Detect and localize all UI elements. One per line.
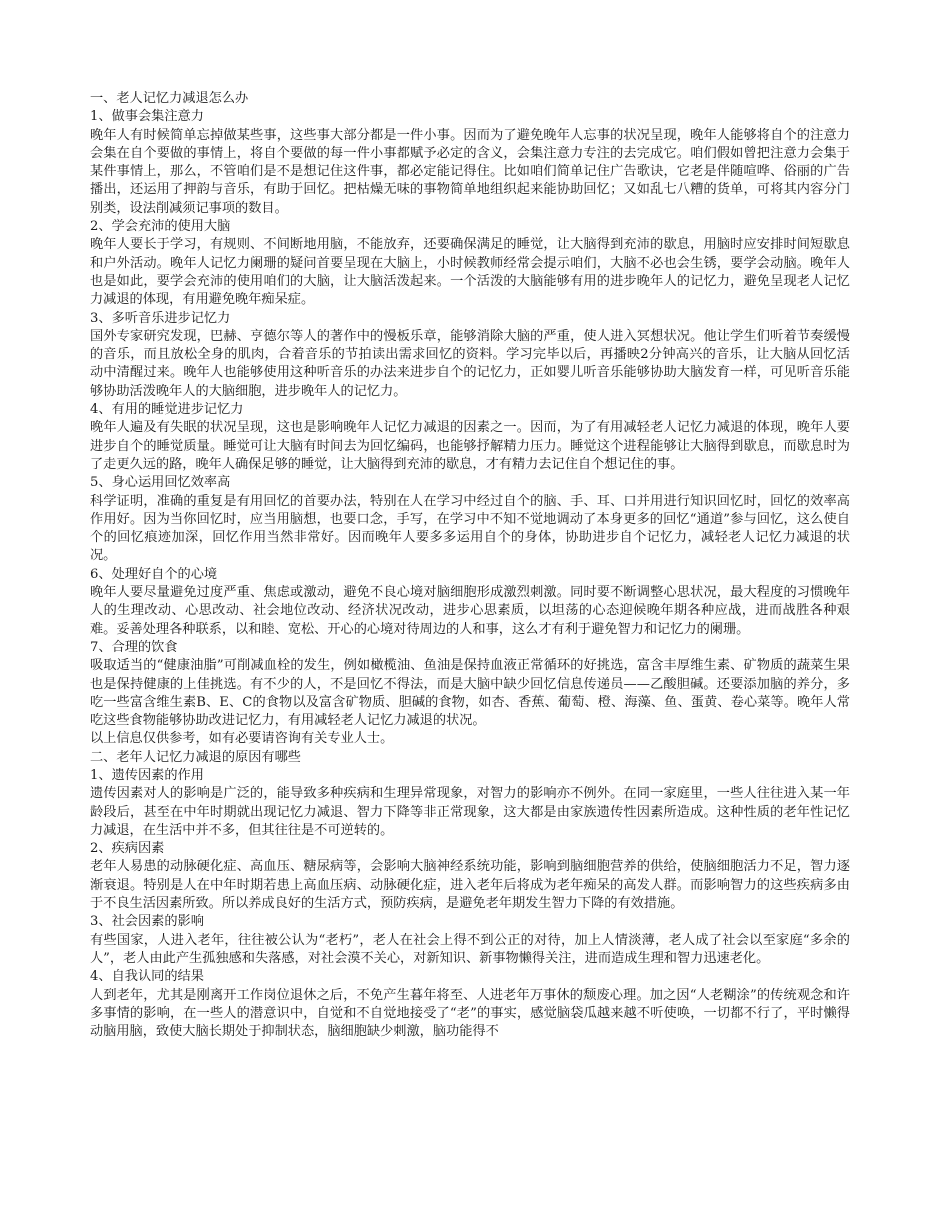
item-heading: 4、有用的睡觉进步记忆力	[90, 402, 244, 418]
item-heading: 4、自我认同的结果	[90, 969, 204, 985]
section1-title: 一、老人记忆力减退怎么办	[90, 91, 249, 106]
item-paragraph: 人到老年，尤其是刚离开工作岗位退休之后，不免产生暮年将至、人进老年万事休的颓废心理。加之因“人老糊涂”的传统观念和许多事情的影响，在一些人的潜意识中，自觉和不自觉地接受了“老”的事实，感觉脑袋瓜越来越不听使唤，一切都不行了，平时懒得动脑用脑，致使大脑长期处于抑制状态，脑细胞缺少刺激，脑功能得不	[90, 987, 850, 1040]
item-paragraph: 晚年人遍及有失眠的状况呈现，这也是影响晚年人记忆力减退的因素之一。因而，为了有用减轻老人记忆力减退的体现，晚年人要进步自个的睡觉质量。睡觉可让大脑有时间去为回忆编码，也能够抒解精力压力。睡觉这个进程能够让大脑得到歇息，而歇息时为了走更久远的路，晚年人确保足够的睡觉，让大脑得到充沛的歇息，才有精力去记住自个想记住的事。	[90, 420, 850, 472]
item-heading: 5、身心运用回忆效率高	[90, 475, 231, 491]
disclaimer: 以上信息仅供参考，如有必要请咨询有关专业人士。	[90, 731, 394, 747]
item-paragraph: 科学证明，准确的重复是有用回忆的首要办法，特别在人在学习中经过自个的脑、手、耳、口并用进行知识回忆时，回忆的效率高作用好。因为当你回忆时，应当用脑想，也要口念，手写，在学习中不知不觉地调动了本身更多的回忆“通道”参与回忆，这么使自个的回忆痕迹加深，回忆作用当然非常好。因而晚年人要多多运用自个的身体，协助进步自个记忆力，减轻老人记忆力减退的状况。	[90, 493, 850, 564]
item-heading: 3、社会因素的影响	[90, 914, 204, 930]
item-heading: 1、做事会集注意力	[90, 109, 204, 125]
item-paragraph: 有些国家，人进入老年，往往被公认为“老朽”，老人在社会上得不到公正的对待，加上人情淡薄，老人成了社会以至家庭“多余的人”，老人由此产生孤独感和失落感，对社会漠不关心，对新知识、新事物懒得关注，进而造成生理和智力迅速老化。	[90, 932, 850, 966]
item-paragraph: 遗传因素对人的影响是广泛的，能导致多种疾病和生理异常现象，对智力的影响亦不例外。在同一家庭里，一些人往往进入某一年龄段后，甚至在中年时期就出现记忆力减退、智力下降等非正常现象，这大都是由家族遗传性因素所造成。这种性质的老年性记忆力减退，在生活中并不多，但其往往是不可逆转的。	[90, 786, 850, 838]
item-heading: 1、遗传因素的作用	[90, 767, 204, 783]
item-paragraph: 国外专家研究发现，巴赫、亨德尔等人的著作中的慢板乐章，能够消除大脑的严重，使人进入冥想状况。他让学生们听着节奏缓慢的音乐，而且放松全身的肌肉，合着音乐的节拍读出需求回忆的资料。学习完毕以后，再播映2分钟高兴的音乐，让大脑从回忆活动中清醒过来。晚年人也能够使用这种听音乐的办法来进步自个的记忆力，正如婴儿听音乐能够协助大脑发育一样，可见听音乐能够协助活泼晚年人的大脑细胞，进步晚年人的记忆力。	[90, 328, 850, 399]
item-paragraph: 吸取适当的“健康油脂”可削减血栓的发生，例如橄榄油、鱼油是保持血液正常循环的好挑选，富含丰厚维生素、矿物质的蔬菜生果也是保持健康的上佳挑选。有不少的人，不是回忆不得法，而是大脑中缺少回忆信息传递员——乙酸胆碱。还要添加脑的养分，多吃一些富含维生素B、E、C的食物以及富含矿物质、胆碱的食物，如杏、香蕉、葡萄、橙、海藻、鱼、蛋黄、卷心菜等。晚年人常吃这些食物能够协助改进记忆力，有用减轻老人记忆力减退的状况。	[90, 658, 850, 729]
item-heading: 7、合理的饮食	[90, 639, 178, 655]
item-heading: 3、多听音乐进步记忆力	[90, 310, 231, 326]
item-paragraph: 晚年人要尽量避免过度严重、焦虑或激动，避免不良心境对脑细胞形成激烈刺激。同时要不断调整心思状况，最大程度的习惯晚年人的生理改动、心思改动、社会地位改动、经济状况改动，进步心思素质，以坦荡的心态迎候晚年期各种应战，进而战胜各种艰难。妥善处理各种联系，以和睦、宽松、开心的心境对待周边的人和事，这么才有利于避免智力和记忆力的阑珊。	[90, 585, 850, 637]
section2-title: 二、老年人记忆力减退的原因有哪些	[90, 749, 301, 765]
item-heading: 2、学会充沛的使用大脑	[90, 219, 231, 235]
document-page	[90, 90, 850, 1041]
item-paragraph: 老年人易患的动脉硬化症、高血压、糖尿病等，会影响大脑神经系统功能，影响到脑细胞营养的供给，使脑细胞活力不足，智力逐渐衰退。特别是人在中年时期若患上高血压病、动脉硬化症，进入老年后将成为老年痴呆的高发人群。而影响智力的这些疾病多由于不良生活因素所致。所以养成良好的生活方式，预防疾病，是避免老年期发生智力下降的有效措施。	[90, 859, 850, 912]
item-heading: 6、处理好自个的心境	[90, 566, 218, 582]
item-paragraph: 晚年人要长于学习，有规则、不间断地用脑，不能放弃，还要确保满足的睡觉，让大脑得到充沛的歇息，用脑时应安排时间短歇息和户外活动。晚年人记忆力阑珊的疑问首要呈现在大脑上，小时候教师经常会提示咱们，大脑不必也会生锈，要学会动脑。晚年人也是如此，要学会充沛的使用咱们的大脑，让大脑活泼起来。一个活泼的大脑能够有用的进步晚年人的记忆力，避免呈现老人记忆力减退的体现，有用避免晚年痴呆症。	[90, 237, 850, 308]
item-heading: 2、疾病因素	[90, 841, 165, 857]
item-paragraph: 晚年人有时候简单忘掉做某些事，这些事大部分都是一件小事。因而为了避免晚年人忘事的状况呈现，晚年人能够将自个的注意力会集在自个要做的事情上，将自个要做的每一件小事都赋予必定的含义，会集注意力专注的去完成它。咱们假如曾把注意力会集于某件事情上，那么，不管咱们是不是想记住这件事，都必定能记得住。比如咱们简单记住广告歌诀，它老是伴随喧哗、俗丽的广告播出，还运用了押韵与音乐，有助于回忆。把枯燥无味的事物简单地组织起来能协助回忆；又如乱七八糟的货单，可将其内容分门别类，设法削减须记事项的数目。	[90, 127, 850, 216]
